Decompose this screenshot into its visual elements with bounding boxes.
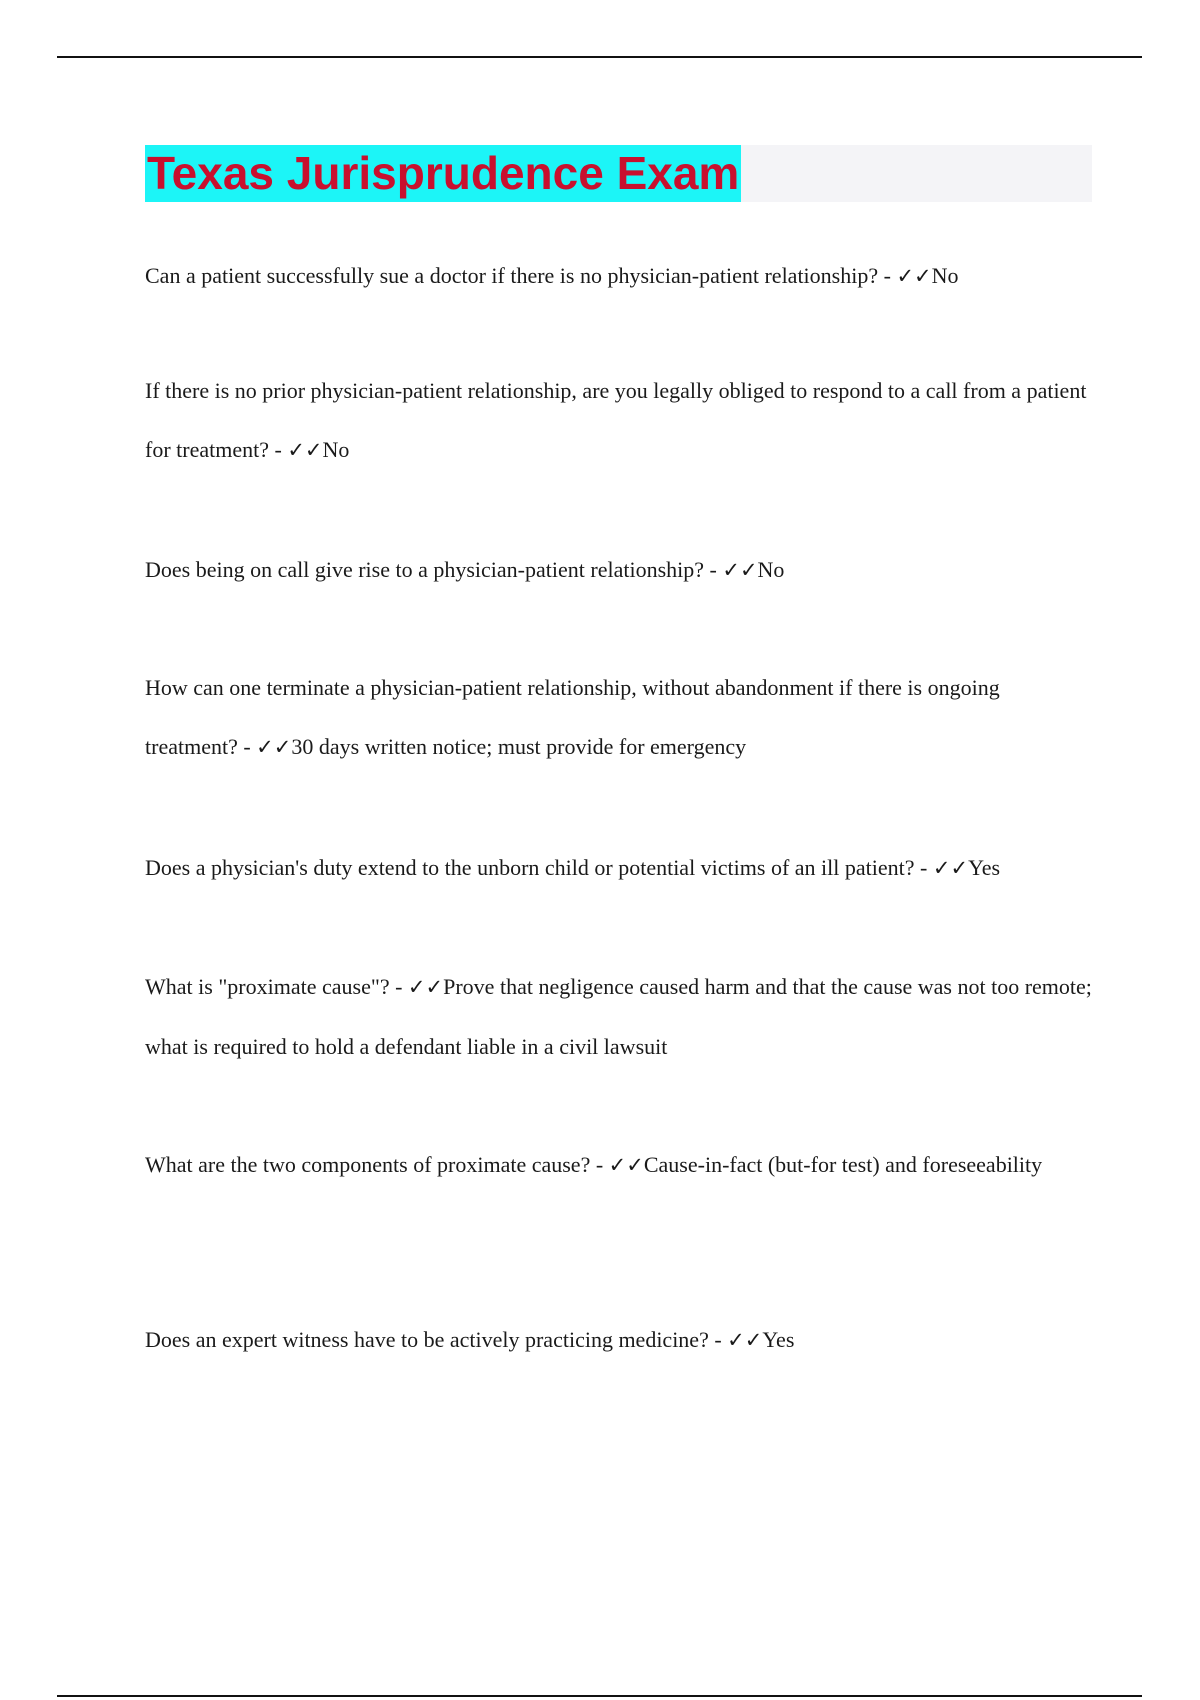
question-text: Does an expert witness have to be actively practicing medicine? [145, 1327, 709, 1352]
question-text: How can one terminate a physician-patient relationship, without abandonment if there is ongoing treatment? [145, 675, 1000, 759]
header-rule [57, 56, 1142, 58]
check-icon: ✓✓ [287, 438, 323, 462]
question-text: What is "proximate cause"? [145, 974, 390, 999]
qa-item-3 [145, 540, 1095, 600]
answer-text: Yes [968, 855, 1001, 880]
qa-item-1 [145, 246, 1095, 306]
question-text: What are the two components of proximate cause? [145, 1152, 591, 1177]
qa-item-2 [145, 361, 1095, 480]
question-text: Does being on call give rise to a physician-patient relationship? [145, 557, 705, 582]
answer-separator: - [708, 1327, 728, 1352]
answer-separator: - [389, 974, 408, 999]
qa-item-4 [145, 658, 1095, 777]
question-text: Does a physician's duty extend to the unborn child or potential victims of an ill patient? [145, 855, 915, 880]
check-icon: ✓✓ [722, 558, 758, 582]
question-text: Can a patient successfully sue a doctor if there is no physician-patient relationship? [145, 263, 879, 288]
answer-separator: - [704, 557, 723, 582]
answer-text: Prove that negligence caused harm and that the cause was not too remote; what is required to hold a defendant liable in a civil lawsuit [145, 974, 1092, 1059]
answer-separator: - [878, 263, 897, 288]
answer-text: No [931, 263, 959, 288]
answer-separator: - [237, 734, 257, 759]
qa-item-7 [145, 1135, 1095, 1195]
document-title: Texas Jurisprudence Exam [145, 145, 741, 202]
footer-rule [57, 1695, 1142, 1697]
check-icon: ✓✓ [608, 1153, 644, 1177]
answer-text: No [757, 557, 785, 582]
answer-text: 30 days written notice; must provide for emergency [291, 734, 747, 759]
qa-item-5 [145, 838, 1095, 898]
answer-separator: - [590, 1152, 609, 1177]
check-icon: ✓✓ [896, 264, 932, 288]
qa-item-8 [145, 1310, 1095, 1370]
check-icon: ✓✓ [932, 856, 969, 880]
check-icon: ✓✓ [407, 975, 444, 999]
answer-text: Cause-in-fact (but-for test) and foreseeability [643, 1152, 1043, 1177]
question-text: If there is no prior physician-patient relationship, are you legally obliged to respond to a call from a patient for treatment? [145, 378, 1087, 462]
check-icon: ✓✓ [256, 735, 292, 759]
check-icon: ✓✓ [727, 1328, 763, 1352]
answer-text: Yes [762, 1327, 795, 1352]
qa-item-6 [145, 957, 1095, 1076]
answer-text: No [322, 437, 350, 462]
answer-separator: - [914, 855, 933, 880]
answer-separator: - [269, 437, 288, 462]
